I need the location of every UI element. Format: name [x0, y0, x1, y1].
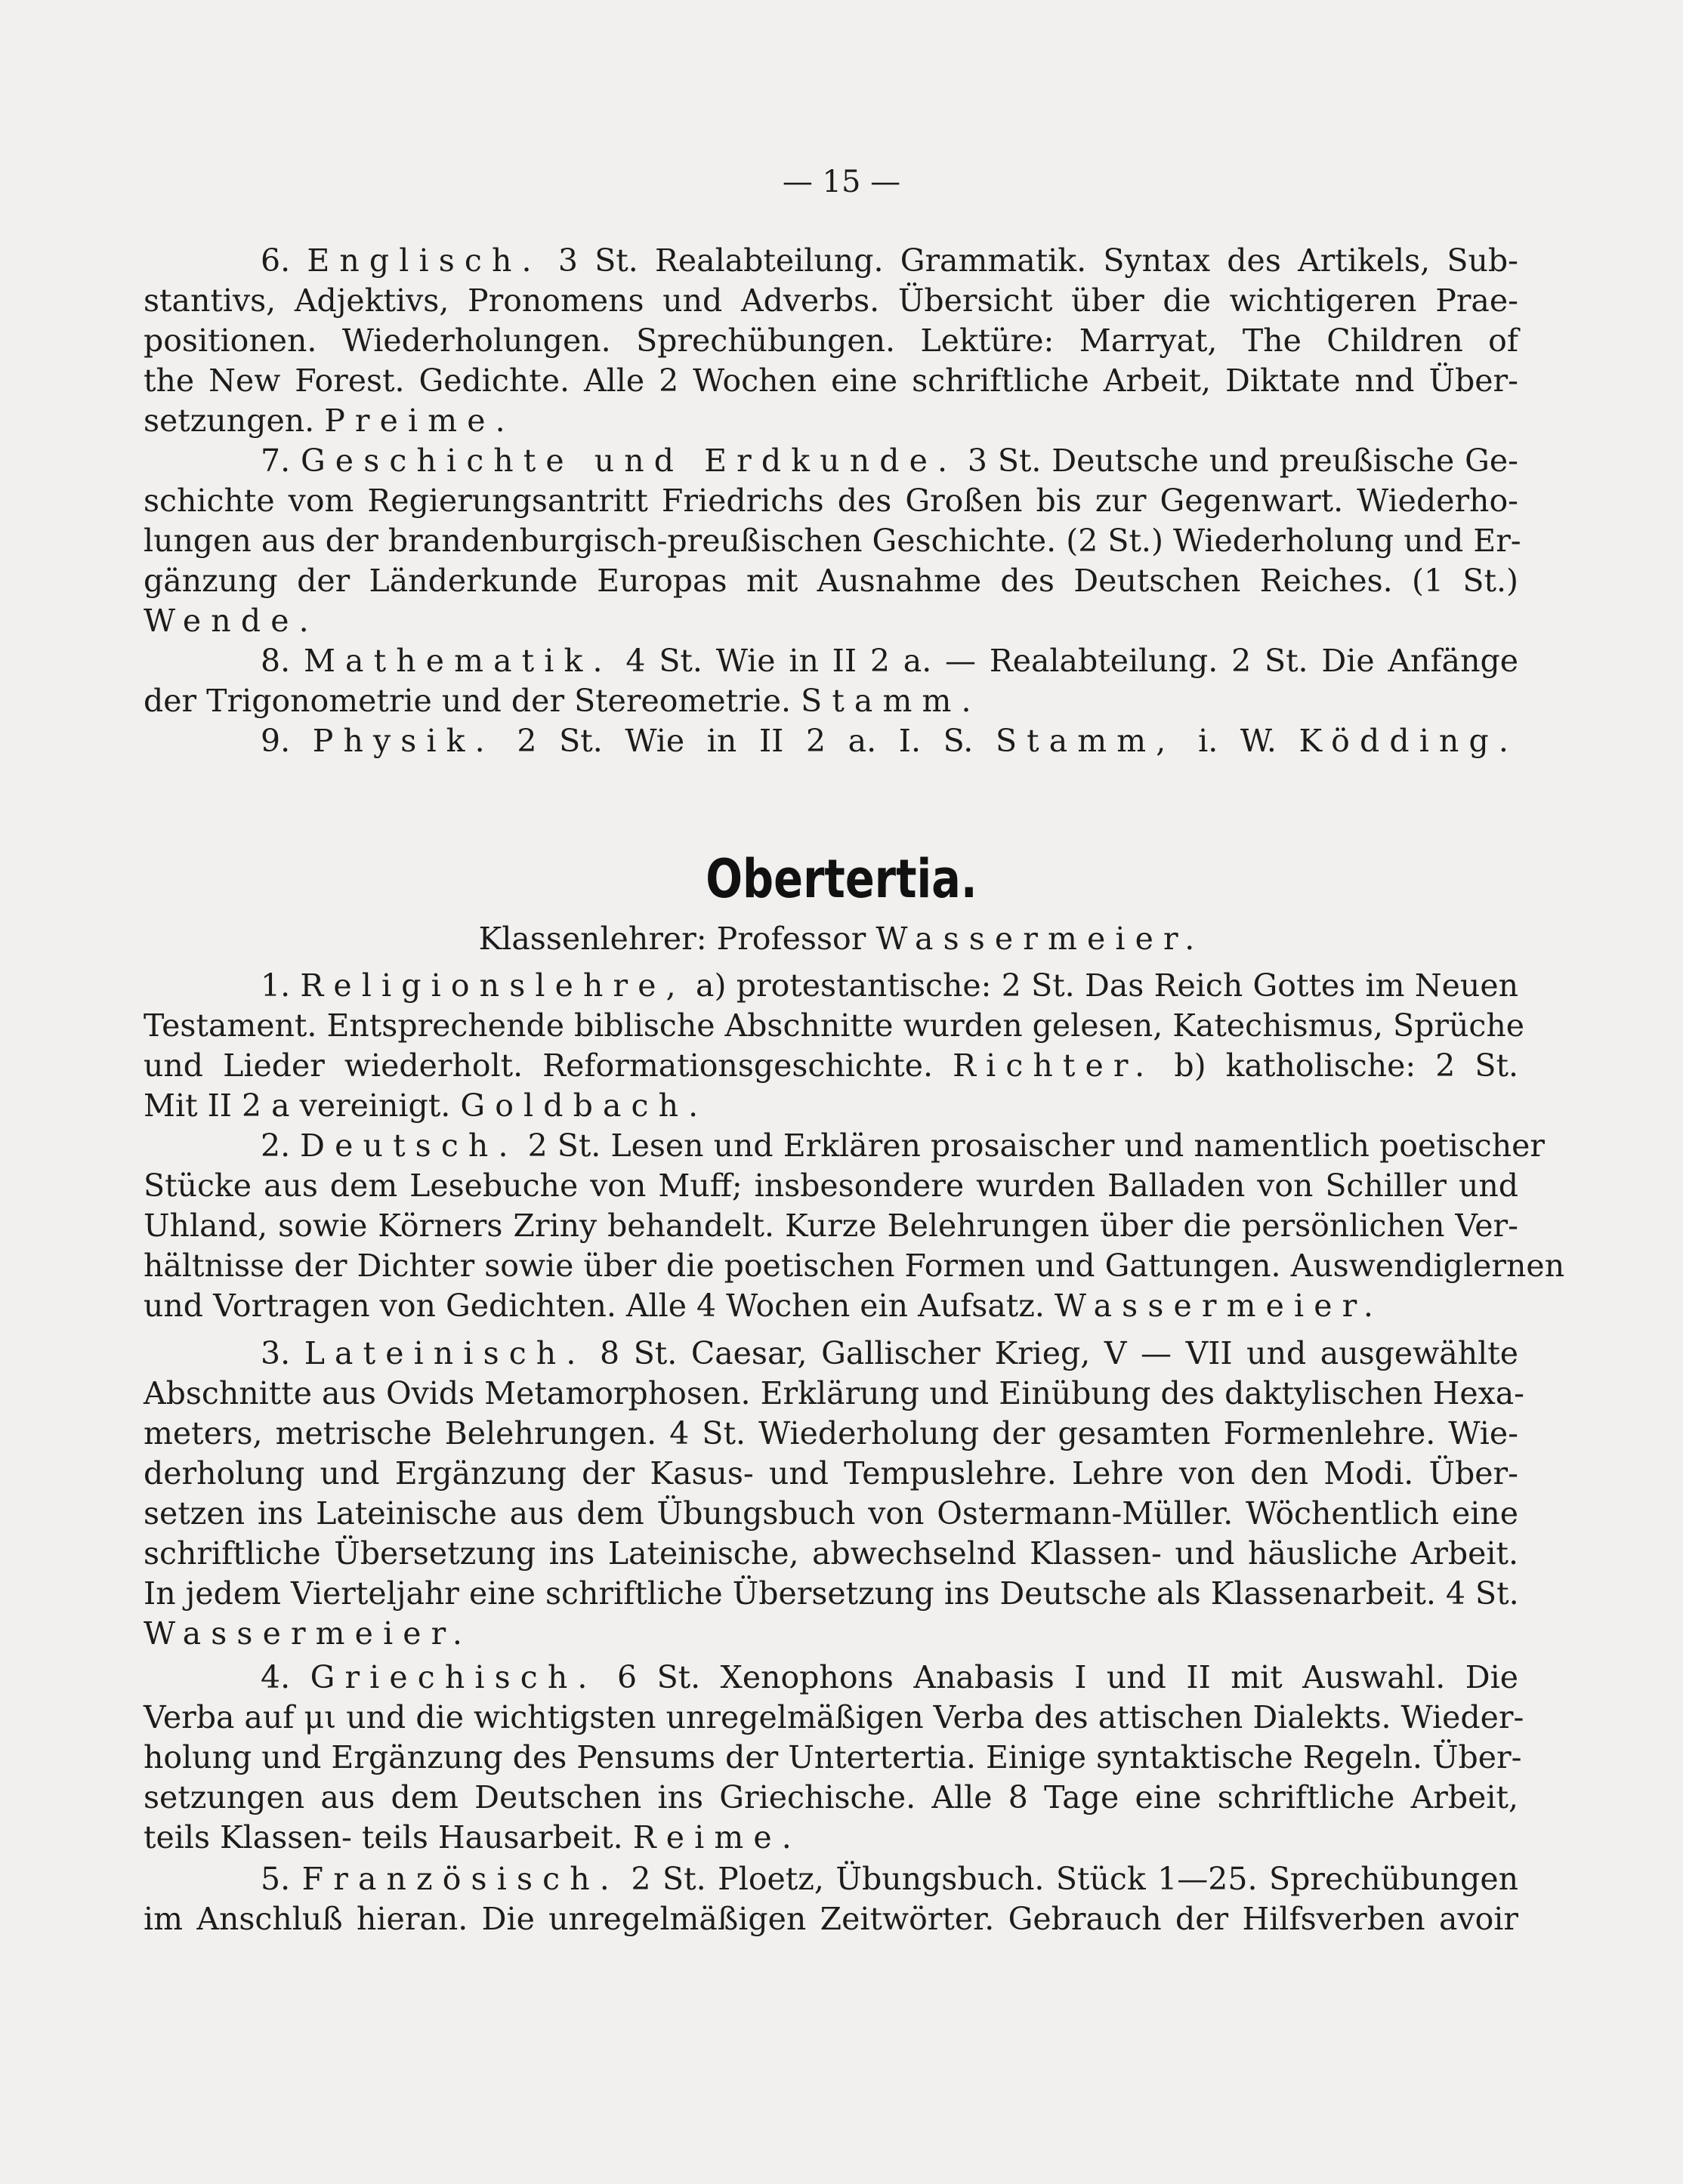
teacher-name: Goldbach. [460, 1087, 709, 1124]
paragraph-line: Stücke aus dem Lesebuche von Muff; insbesondere wurden Balladen von Schiller und [144, 1168, 1518, 1204]
subject-name: Griechisch. [310, 1659, 598, 1695]
subject-name: Englisch. [307, 242, 542, 279]
subject-name: Deutsch. [300, 1127, 518, 1164]
paragraph-line: und Lieder wiederholt. Reformationsgeschichte. Richter. b) katholische: 2 St. [144, 1047, 1518, 1084]
paragraph-line: teils Klassen- teils Hausarbeit. Reime. [144, 1819, 801, 1855]
teacher-name: Reime. [632, 1819, 801, 1855]
subject-name: Lateinisch. [304, 1335, 586, 1371]
paragraph-line: hältnisse der Dichter sowie über die poetischen Formen und Gattungen. Auswendiglernen [144, 1248, 1565, 1284]
paragraph-line: setzungen aus dem Deutschen ins Griechische. Alle 8 Tage eine schriftliche Arbeit, [144, 1779, 1518, 1815]
teacher-name: Preime. [324, 403, 515, 439]
paragraph-line: Mit II 2 a vereinigt. Goldbach. [144, 1087, 709, 1124]
paragraph-line: gänzung der Länderkunde Europas mit Ausnahme des Deutschen Reiches. (1 St.) [144, 563, 1518, 599]
subject-name: Religionslehre, [300, 967, 686, 1004]
paragraph-line: Uhland, sowie Körners Zriny behandelt. Kurze Belehrungen über die persönlichen Ver- [144, 1208, 1518, 1244]
paragraph-line: Verba auf μι und die wichtigsten unregelmäßigen Verba des attischen Dialekts. Wieder- [144, 1699, 1524, 1735]
subject-name: Französisch. [301, 1861, 619, 1897]
paragraph-line: lungen aus der brandenburgisch-preußischen Geschichte. (2 St.) Wiederholung und Er- [144, 523, 1521, 559]
teacher-name: Wassermeier. [144, 1615, 473, 1652]
paragraph-line: the New Forest. Gedichte. Alle 2 Wochen eine schriftliche Arbeit, Diktate nnd Über- [144, 362, 1518, 399]
paragraph-line: 5. Französisch. 2 St. Ploetz, Übungsbuch. Stück 1—25. Sprechübungen [261, 1861, 1518, 1897]
paragraph-line [144, 600, 1518, 641]
paragraph-line: meters, metrische Belehrungen. 4 St. Wiederholung der gesamten Formenlehre. Wie- [144, 1415, 1518, 1451]
teacher-name: Wassermeier. [875, 921, 1205, 957]
paragraph-line: Testament. Entsprechende biblische Abschnitte wurden gelesen, Katechismus, Sprüche [144, 1007, 1524, 1044]
teacher-name: Ködding. [1299, 723, 1518, 759]
paragraph-line: 7. Geschichte und Erdkunde. 3 St. Deutsche und preußische Ge- [261, 443, 1518, 479]
paragraph-line: im Anschluß hieran. Die unregelmäßigen Zeitwörter. Gebrauch der Hilfsverben avoir [144, 1901, 1518, 1937]
paragraph-line: 2. Deutsch. 2 St. Lesen und Erklären prosaischer und namentlich poetischer [261, 1127, 1545, 1164]
teacher-name: Richter. [953, 1047, 1155, 1084]
section-heading: Obertertia. [706, 848, 977, 910]
subject-name: Mathematik. [303, 643, 613, 679]
teacher-name: Wende. [144, 603, 319, 639]
paragraph-line: In jedem Vierteljahr eine schriftliche Übersetzung ins Deutsche als Klassenarbeit. 4 St. [144, 1575, 1519, 1612]
paragraph-line: der Trigonometrie und der Stereometrie. Stamm. [144, 683, 981, 719]
paragraph-line: setzungen. Preime. [144, 403, 515, 439]
paragraph-line: schriftliche Übersetzung ins Lateinische, abwechselnd Klassen- und häusliche Arbeit. [144, 1535, 1518, 1572]
paragraph-line: 4. Griechisch. 6 St. Xenophons Anabasis I und II mit Auswahl. Die [261, 1659, 1518, 1695]
paragraph-line: setzen ins Lateinische aus dem Übungsbuch von Ostermann-Müller. Wöchentlich eine [144, 1495, 1518, 1532]
class-teacher-line: Klassenlehrer: Professor Wassermeier. [478, 921, 1205, 957]
paragraph-line: 9. Physik. 2 St. Wie in II 2 a. I. S. Stamm, i. W. Ködding. [261, 723, 1518, 759]
paragraph-line: positionen. Wiederholungen. Sprechübungen. Lektüre: Marryat, The Children of [144, 322, 1518, 359]
paragraph-line: 6. Englisch. 3 St. Realabteilung. Grammatik. Syntax des Artikels, Sub- [261, 242, 1518, 279]
paragraph-line [144, 1613, 1518, 1654]
paragraph-line: 8. Mathematik. 4 St. Wie in II 2 a. — Realabteilung. 2 St. Die Anfänge [261, 643, 1518, 679]
subject-name: Physik. [312, 723, 495, 759]
paragraph-line: schichte vom Regierungsantritt Friedrichs des Großen bis zur Gegenwart. Wiederho- [144, 483, 1518, 519]
paragraph-line: holung und Ergänzung des Pensums der Untertertia. Einige syntaktische Regeln. Über- [144, 1739, 1522, 1775]
subject-name: Geschichte und Erdkunde. [300, 443, 958, 479]
teacher-name: Stamm, [995, 723, 1176, 759]
paragraph-line: 3. Lateinisch. 8 St. Caesar, Gallischer Krieg, V — VII und ausgewählte [261, 1335, 1518, 1371]
page-number: — 15 — [782, 165, 901, 199]
paragraph-line: derholung und Ergänzung der Kasus- und Tempuslehre. Lehre von den Modi. Über- [144, 1455, 1518, 1491]
paragraph-line: Abschnitte aus Ovids Metamorphosen. Erklärung und Einübung des daktylischen Hexa- [144, 1375, 1525, 1411]
paragraph-line: stantivs, Adjektivs, Pronomens und Adverbs. Übersicht über die wichtigeren Prae- [144, 282, 1518, 319]
teacher-name: Stamm. [801, 683, 981, 719]
paragraph-line: und Vortragen von Gedichten. Alle 4 Wochen ein Aufsatz. Wassermeier. [144, 1288, 1383, 1324]
teacher-name: Wassermeier. [1054, 1288, 1383, 1324]
paragraph-line: 1. Religionslehre, a) protestantische: 2 St. Das Reich Gottes im Neuen [261, 967, 1518, 1004]
